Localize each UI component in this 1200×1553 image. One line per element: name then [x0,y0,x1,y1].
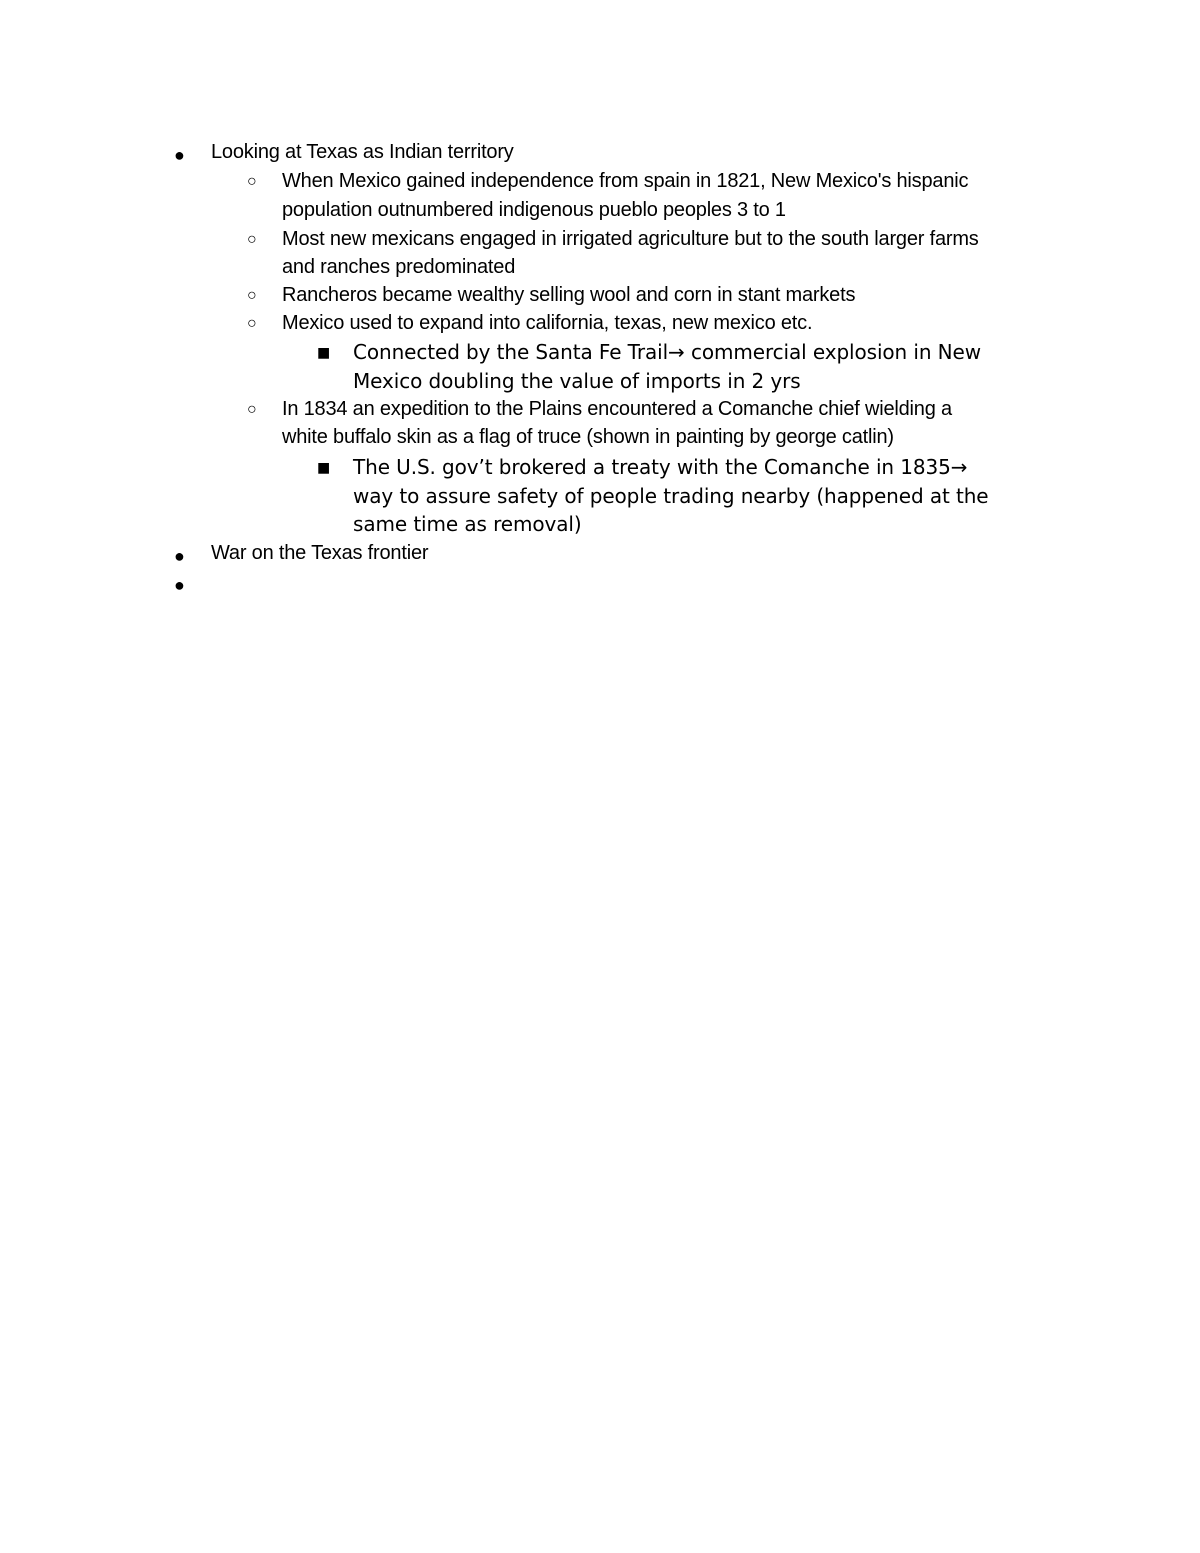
list-item-text: The U.S. gov’t brokered a treaty with the Comanche in 1835→ [353,455,968,479]
square-bullet-icon: ■ [317,345,331,361]
hollow-circle-bullet-icon: ○ [247,231,257,248]
list-item-text: War on the Texas frontier [211,542,429,564]
list-item-text: way to assure safety of people trading nearby (happened at the [353,484,989,508]
square-bullet-icon: ■ [317,460,331,476]
filled-circle-bullet-icon: ● [174,575,185,595]
filled-circle-bullet-icon: ● [174,546,185,566]
list-item-text: white buffalo skin as a flag of truce (shown in painting by george catlin) [282,426,894,448]
hollow-circle-bullet-icon: ○ [247,315,257,332]
list-item-text: same time as removal) [353,512,582,536]
hollow-circle-bullet-icon: ○ [247,401,257,418]
filled-circle-bullet-icon: ● [174,145,185,165]
list-item-text: Most new mexicans engaged in irrigated agriculture but to the south larger farms [282,228,979,250]
list-item-text: Mexico used to expand into california, texas, new mexico etc. [282,312,813,334]
list-item-text: and ranches predominated [282,256,516,278]
list-item-text: Mexico doubling the value of imports in 2 yrs [353,369,801,393]
list-item-text: Connected by the Santa Fe Trail→ commercial explosion in New [353,340,982,364]
hollow-circle-bullet-icon: ○ [247,173,257,190]
list-item-text: population outnumbered indigenous pueblo peoples 3 to 1 [282,199,786,221]
list-item-text: When Mexico gained independence from spain in 1821, New Mexico's hispanic [282,170,969,192]
list-item-text: In 1834 an expedition to the Plains encountered a Comanche chief wielding a [282,398,952,420]
list-item-text: Looking at Texas as Indian territory [211,141,514,163]
list-item-text: Rancheros became wealthy selling wool and corn in stant markets [282,284,856,306]
hollow-circle-bullet-icon: ○ [247,287,257,304]
